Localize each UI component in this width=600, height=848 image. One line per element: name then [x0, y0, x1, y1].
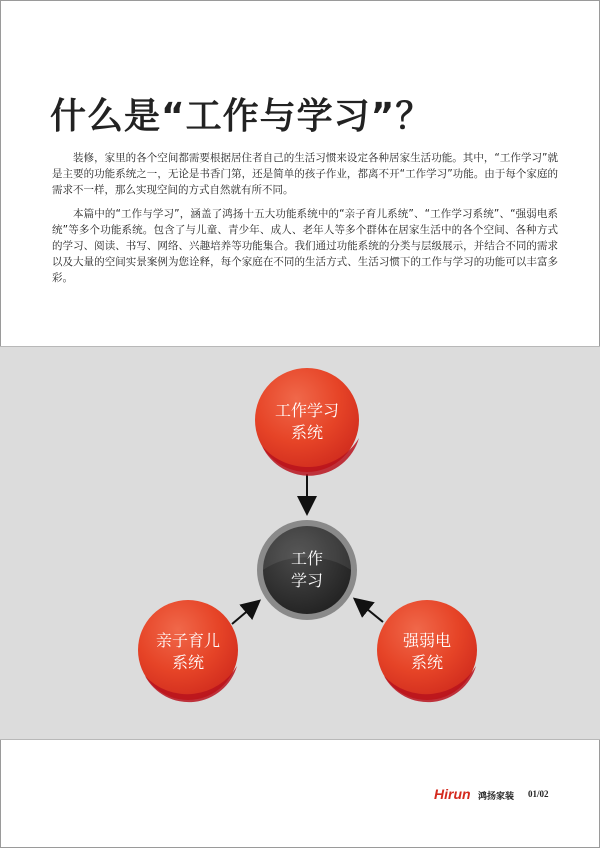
- intro-text: [52, 150, 558, 294]
- arrow-right-to-center: [356, 600, 383, 622]
- left-node-line1: 亲子育儿: [155, 631, 221, 650]
- left-node-line2: 系统: [171, 653, 205, 672]
- page-title: 什么是“工作与学习”？: [50, 96, 433, 137]
- page-number: 01/02: [528, 789, 549, 799]
- brand-name: 鸿扬家装: [478, 792, 515, 802]
- arrow-left-to-center: [232, 602, 258, 624]
- node-work-study-system: [255, 368, 359, 476]
- brand-logo: Hirun: [434, 786, 471, 802]
- system-diagram: [0, 346, 600, 738]
- top-node-line2: 系统: [290, 423, 324, 442]
- center-node-line2: 学习: [290, 571, 324, 590]
- right-node-line1: 强弱电: [402, 631, 452, 650]
- node-electrical-system: [377, 600, 477, 702]
- right-node-line2: 系统: [410, 653, 444, 672]
- node-parenting-system: [138, 600, 238, 702]
- top-node-line1: 工作学习: [274, 401, 340, 420]
- node-center-work-study: [257, 520, 357, 620]
- paragraph-2: 本篇中的“工作与学习”，涵盖了鸿扬十五大功能系统中的“亲子育儿系统”、“工作学习系统”、“强弱电系统”等多个功能系统。包含了与儿童、青少年、成人、老年人等多个群体在居家生活中的各个空间、各种方式的学习、阅读、书写、网络、兴趣培养等功能集合。我们通过功能系统的分类与层级展示，并结合不同的需求以及大量的空间实景案例为您诠释，每个家庭在不同的生活方式、生活习惯下的工作与学习的功能可以丰富多彩。: [52, 208, 558, 284]
- center-node-line1: 工作: [290, 549, 324, 568]
- paragraph-1: 装修，家里的各个空间都需要根据居住者自己的生活习惯来设定各种居家生活功能。其中，“工作学习”就是主要的功能系统之一，无论是书香门第，还是简单的孩子作业，都离不开“工作学习”功能。由于每个家庭的需求不一样，那么实现空间的方式自然就有所不同。: [52, 152, 558, 196]
